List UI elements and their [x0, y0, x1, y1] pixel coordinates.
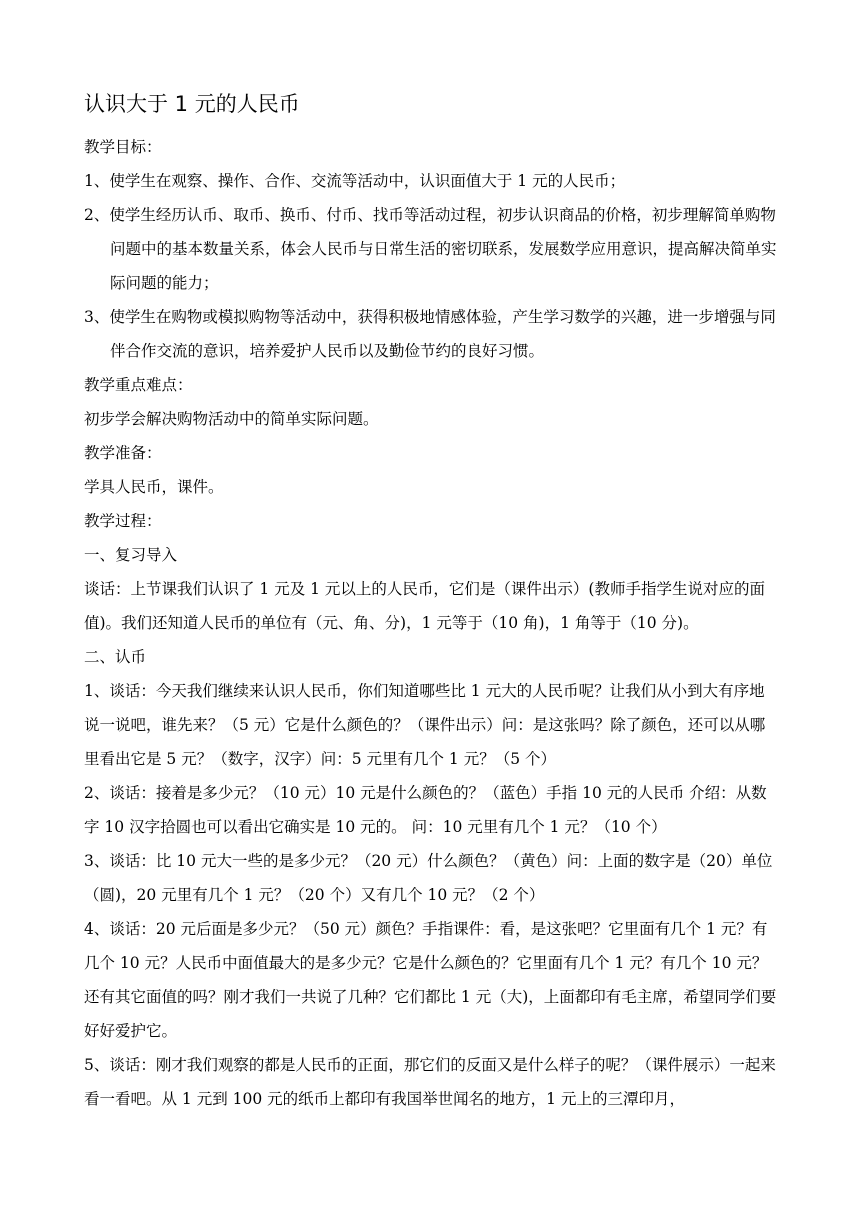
objectives-heading: 教学目标： — [84, 138, 162, 156]
objective-item-1: 1、使学生在观察、操作、合作、交流等活动中，认识面值大于 1 元的人民币； — [84, 172, 626, 190]
objective-item-2: 2、使学生经历认币、取币、换币、付币、找币等活动过程，初步认识商品的价格，初步理解简单购物问题中的基本数量关系，体会人民币与日常生活的密切联系，发展数学应用意识，提高解决简单实际问题的能力； — [84, 206, 777, 292]
page-title: 认识大于 1 元的人民币 — [84, 92, 300, 116]
section-heading-recognize: 二、认币 — [84, 648, 147, 666]
preparation-text: 学具人民币，课件。 — [84, 478, 224, 496]
recognize-item-1: 1、谈话：今天我们继续来认识人民币，你们知道哪些比 1 元大的人民币呢？让我们从小到大有序地说一说吧，谁先来？（5 元）它是什么颜色的？（课件出示）问：是这张吗？除了颜色，还可以从哪里看出它是 5 元？（数字，汉字）问：5 元里有几个 1 元？（5 个） — [84, 682, 766, 768]
process-heading: 教学过程： — [84, 512, 162, 530]
objective-item-3: 3、使学生在购物或模拟购物等活动中，获得积极地情感体验，产生学习数学的兴趣，进一步增强与同伴合作交流的意识，培养爱护人民币以及勤俭节约的良好习惯。 — [84, 308, 776, 360]
key-points-text: 初步学会解决购物活动中的简单实际问题。 — [84, 410, 379, 428]
key-points-heading: 教学重点难点： — [84, 376, 193, 394]
recognize-item-2: 2、谈话：接着是多少元？（10 元）10 元是什么颜色的？（蓝色）手指 10 元的人民币 介绍：从数字 10 汉字拾圆也可以看出它确实是 10 元的。 问：10 元里有几个 1 元？（10 个） — [84, 784, 767, 836]
recognize-item-5: 5、谈话：刚才我们观察的都是人民币的正面，那它们的反面又是什么样子的呢？（课件展示）一起来看一看吧。从 1 元到 100 元的纸币上都印有我国举世闻名的地方，1 元上的三潭印月， — [84, 1056, 776, 1108]
section-review-text: 谈话：上节课我们认识了 1 元及 1 元以上的人民币，它们是（课件出示）(教师手指学生说对应的面值)。我们还知道人民币的单位有（元、角、分)，1 元等于（10 角)，1 角等于（10 分)。 — [84, 580, 765, 632]
preparation-heading: 教学准备： — [84, 444, 162, 462]
document-body — [84, 130, 780, 1116]
recognize-item-3: 3、谈话：比 10 元大一些的是多少元？（20 元）什么颜色？（黄色）问：上面的数字是（20）单位（圆)，20 元里有几个 1 元？（20 个）又有几个 10 元？（2 个） — [84, 852, 773, 904]
section-heading-review: 一、复习导入 — [84, 546, 178, 564]
recognize-item-4: 4、谈话：20 元后面是多少元？（50 元）颜色？手指课件：看，是这张吧？它里面有几个 1 元？有几个 10 元？人民币中面值最大的是多少元？它是什么颜色的？它里面有几个 1 元？有几个 10 元？还有其它面值的吗？刚才我们一共说了几种？它们都比 1 元（大)，上面都印有毛主席，希望同学们要好好爱护它。 — [84, 920, 777, 1040]
